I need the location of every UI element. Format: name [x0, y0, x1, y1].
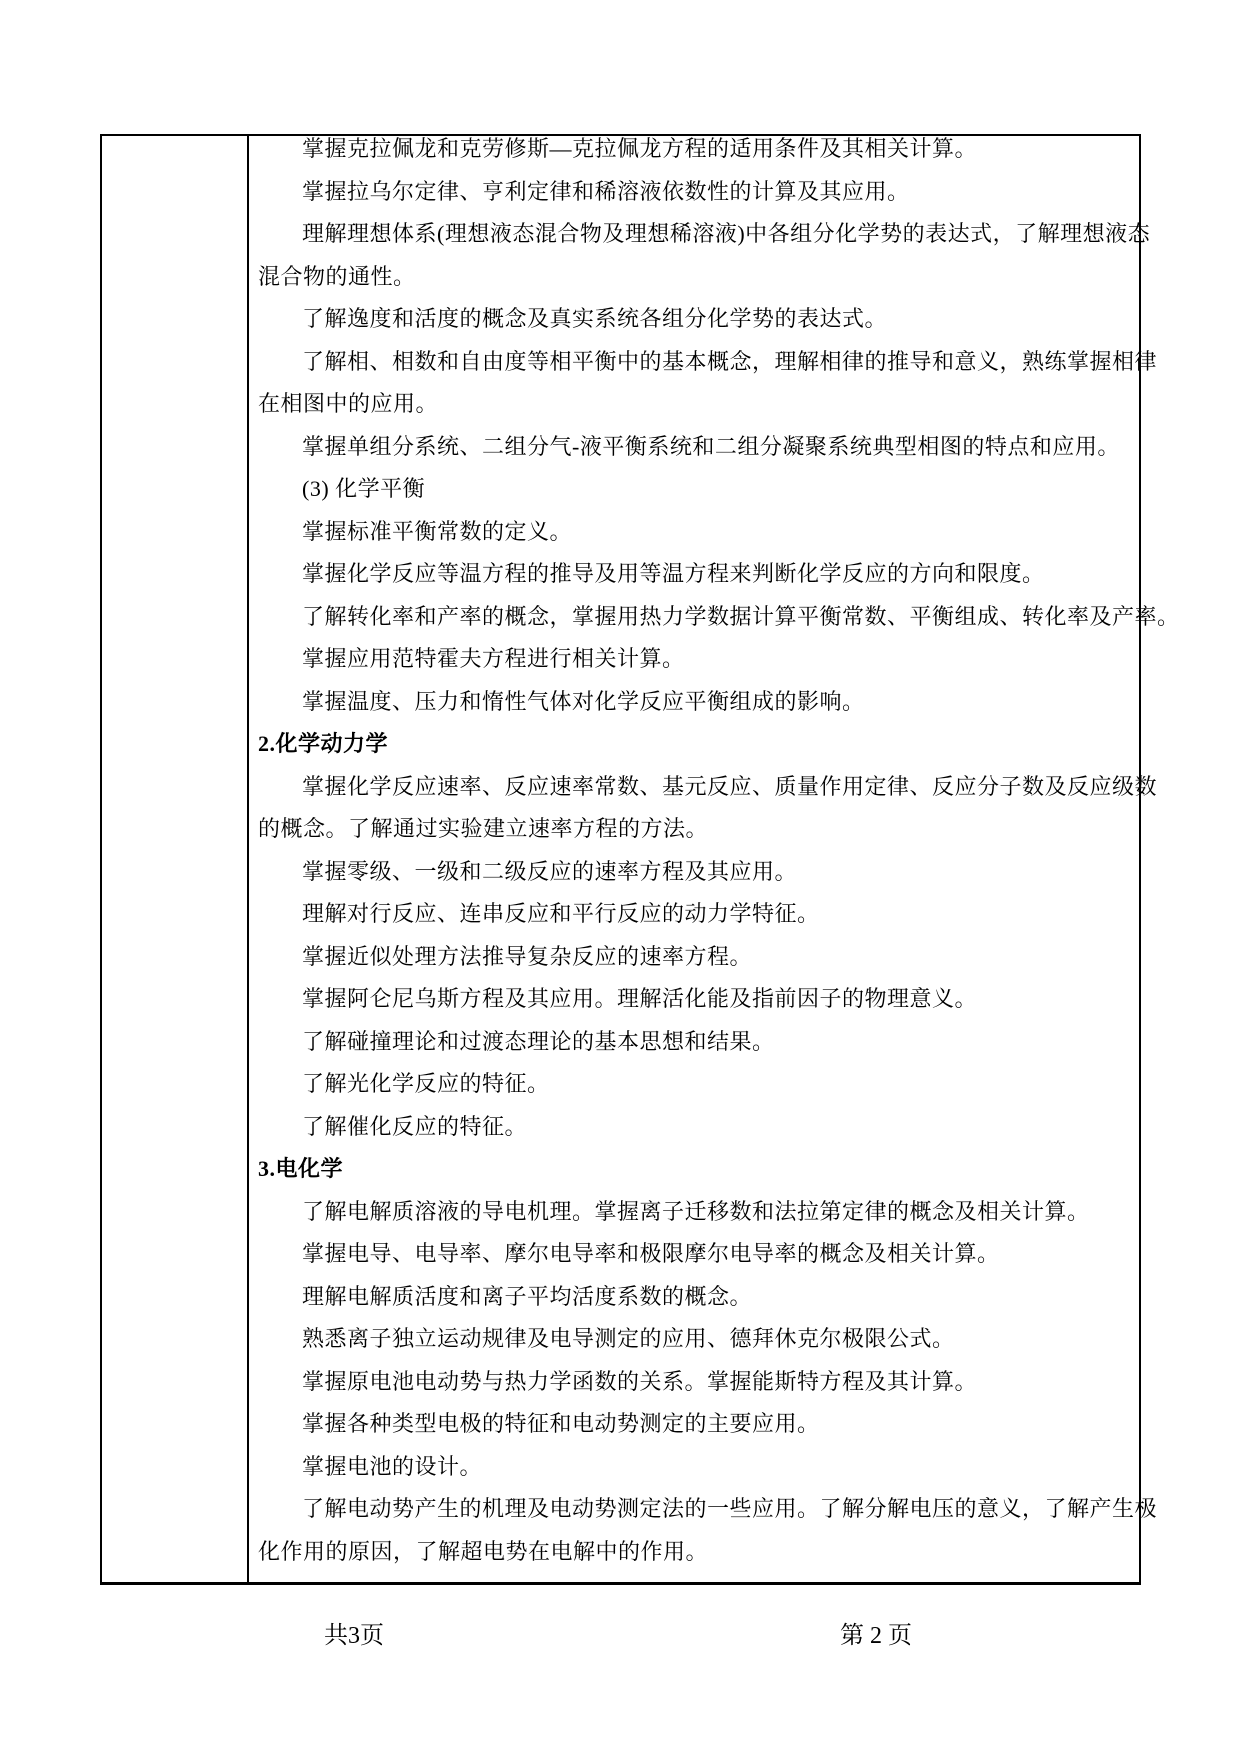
text-line: 掌握阿仑尼乌斯方程及其应用。理解活化能及指前因子的物理意义。 [302, 986, 978, 1011]
text-line: 了解光化学反应的特征。 [302, 1071, 550, 1096]
text-line: 了解电动势产生的机理及电动势测定法的一些应用。了解分解电压的意义，了解产生极 [302, 1496, 1158, 1521]
text-line: 掌握近似处理方法推导复杂反应的速率方程。 [302, 943, 753, 969]
text-line: 掌握原电池电动势与热力学函数的关系。掌握能斯特方程及其计算。 [302, 1368, 978, 1394]
text-line: 的概念。了解通过实验建立速率方程的方法。 [258, 816, 709, 841]
text-line: 了解相、相数和自由度等相平衡中的基本概念，理解相律的推导和意义，熟练掌握相律 [302, 348, 1158, 374]
text-line: 了解逸度和活度的概念及真实系统各组分化学势的表达式。 [302, 306, 888, 331]
footer-total-pages: 共3页 [324, 1623, 384, 1649]
text-line: 掌握应用范特霍夫方程进行相关计算。 [302, 646, 685, 671]
text-line: 了解催化反应的特征。 [302, 1113, 528, 1139]
text-line: 掌握拉乌尔定律、亨利定律和稀溶液依数性的计算及其应用。 [302, 178, 910, 204]
text-line: 掌握电导、电导率、摩尔电导率和极限摩尔电导率的概念及相关计算。 [302, 1241, 1000, 1266]
table-column-divider [247, 134, 249, 1583]
text-line: 掌握各种类型电极的特征和电动势测定的主要应用。 [302, 1411, 820, 1436]
text-line: 掌握标准平衡常数的定义。 [302, 518, 573, 544]
text-line: 掌握温度、压力和惰性气体对化学反应平衡组成的影响。 [302, 688, 865, 714]
text-line: 混合物的通性。 [258, 263, 416, 289]
text-line: 理解理想体系(理想液态混合物及理想稀溶液)中各组分化学势的表达式，了解理想液态 [302, 221, 1151, 246]
text-line: 掌握化学反应等温方程的推导及用等温方程来判断化学反应的方向和限度。 [302, 561, 1045, 586]
text-line: 了解转化率和产率的概念，掌握用热力学数据计算平衡常数、平衡组成、转化率及产率。 [302, 603, 1180, 629]
text-column [258, 128, 1180, 1573]
text-line: 掌握零级、一级和二级反应的速率方程及其应用。 [302, 858, 798, 884]
section-heading: 3.电化学 [258, 1156, 344, 1181]
text-line: 理解对行反应、连串反应和平行反应的动力学特征。 [302, 901, 820, 926]
section-heading: 2.化学动力学 [258, 731, 389, 756]
footer-current-page: 第 2 页 [840, 1623, 912, 1649]
text-line: 了解电解质溶液的导电机理。掌握离子迁移数和法拉第定律的概念及相关计算。 [302, 1198, 1090, 1224]
text-line: 化作用的原因，了解超电势在电解中的作用。 [258, 1538, 709, 1564]
text-line: (3) 化学平衡 [302, 476, 426, 501]
text-line: 掌握单组分系统、二组分气-液平衡系统和二组分凝聚系统典型相图的特点和应用。 [302, 433, 1120, 459]
text-line: 掌握化学反应速率、反应速率常数、基元反应、质量作用定律、反应分子数及反应级数 [302, 773, 1158, 799]
text-line: 掌握克拉佩龙和克劳修斯—克拉佩龙方程的适用条件及其相关计算。 [302, 136, 978, 161]
text-line: 在相图中的应用。 [258, 391, 439, 416]
text-line: 熟悉离子独立运动规律及电导测定的应用、德拜休克尔极限公式。 [302, 1326, 955, 1351]
text-line: 掌握电池的设计。 [302, 1453, 483, 1479]
text-line: 理解电解质活度和离子平均活度系数的概念。 [302, 1283, 753, 1309]
text-line: 了解碰撞理论和过渡态理论的基本思想和结果。 [302, 1028, 775, 1054]
